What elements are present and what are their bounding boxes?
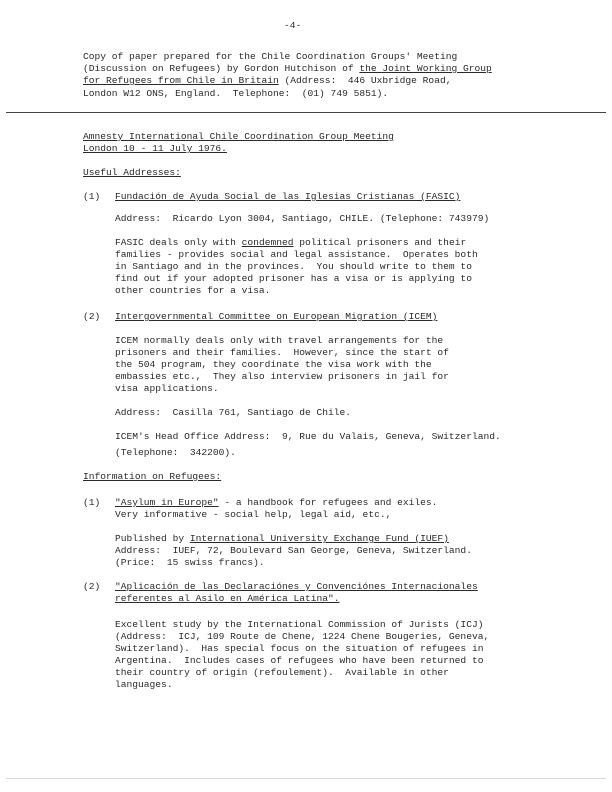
header-line [83, 63, 492, 74]
body-line: embassies etc., They also interview prisoners in jail for [115, 371, 449, 382]
divider [6, 112, 606, 113]
address-line: Address: Casilla 761, Santiago de Chile. [115, 407, 352, 418]
body-line: prisoners and their families. However, since the start of [115, 347, 449, 358]
item-title-line [115, 497, 437, 508]
body-line: the 504 program, they coordinate the visa work with the [115, 359, 432, 370]
telephone-line: (Telephone: 342200). [115, 447, 236, 458]
body-line: Switzerland). Has special focus on the situation of refugees in [115, 643, 484, 654]
body-text: - a handbook for refugees and exiles. [218, 497, 438, 508]
body-line: Very informative - social help, legal aid, etc., [115, 509, 392, 520]
body-line [115, 533, 449, 544]
meeting-title: Amnesty International Chile Coordination Group Meeting [83, 131, 394, 142]
header-line: Copy of paper prepared for the Chile Coordination Groups' Meeting [83, 51, 458, 62]
header-text: (Address: 446 Uxbridge Road, [278, 75, 452, 86]
item-title: Fundación de Ayuda Social de las Iglesias Cristianas (FASIC) [115, 191, 461, 202]
item-title: Intergovernmental Committee on European Migration (ICEM) [115, 311, 438, 322]
emphasis-text: condemned [241, 237, 294, 248]
item-title: "Aplicación de las Declaraciónes y Convenciónes Internacionales [115, 581, 478, 592]
body-line: other countries for a visa. [115, 285, 271, 296]
header-text: (Discussion on Refugees) by Gordon Hutchison of [83, 63, 360, 74]
body-line: ICEM normally deals only with travel arrangements for the [115, 335, 444, 346]
body-line: Excellent study by the International Commission of Jurists (ICJ) [115, 619, 484, 630]
body-line: families - provides social and legal assistance. Operates both [115, 249, 478, 260]
address-line: ICEM's Head Office Address: 9, Rue du Valais, Geneva, Switzerland. [115, 431, 501, 442]
header-line [83, 75, 451, 86]
address-line: Address: Ricardo Lyon 3004, Santiago, CHILE. (Telephone: 743979) [115, 213, 490, 224]
section-heading: Useful Addresses: [83, 167, 181, 178]
body-line: visa applications. [115, 383, 219, 394]
price-line: (Price: 15 swiss francs). [115, 557, 265, 568]
item-title: referentes al Asilo en América Latina". [115, 593, 340, 604]
item-number: (2) [83, 581, 101, 592]
footer-divider [6, 778, 606, 779]
organization-name: International University Exchange Fund (IUEF) [189, 533, 449, 544]
item-number: (1) [83, 191, 101, 202]
body-text: FASIC deals only with [115, 237, 242, 248]
body-text: Published by [115, 533, 190, 544]
body-line: (Address: ICJ, 109 Route de Chene, 1224 Chene Bougeries, Geneva, [115, 631, 490, 642]
address-line: Address: IUEF, 72, Boulevard San George, Geneva, Switzerland. [115, 545, 472, 556]
organization-name: for Refugees from Chile in Britain [83, 75, 279, 86]
page-number: -4- [284, 20, 302, 31]
item-title: "Asylum in Europe" [115, 497, 219, 508]
section-heading: Information on Refugees: [83, 471, 222, 482]
body-line: find out if your adopted prisoner has a visa or is applying to [115, 273, 472, 284]
header-line: London W12 ONS, England. Telephone: (01) 749 5851). [83, 88, 389, 99]
body-line: Argentina. Includes cases of refugees who have been returned to [115, 655, 484, 666]
organization-name: the Joint Working Group [359, 63, 492, 74]
item-number: (1) [83, 497, 101, 508]
item-number: (2) [83, 311, 101, 322]
meeting-date: London 10 - 11 July 1976. [83, 143, 227, 154]
body-text: political prisoners and their [293, 237, 467, 248]
body-line [115, 237, 466, 248]
body-line: in Santiago and in the provinces. You should write to them to [115, 261, 472, 272]
body-line: their country of origin (refoulement). Available in other [115, 667, 449, 678]
body-line: languages. [115, 679, 173, 690]
